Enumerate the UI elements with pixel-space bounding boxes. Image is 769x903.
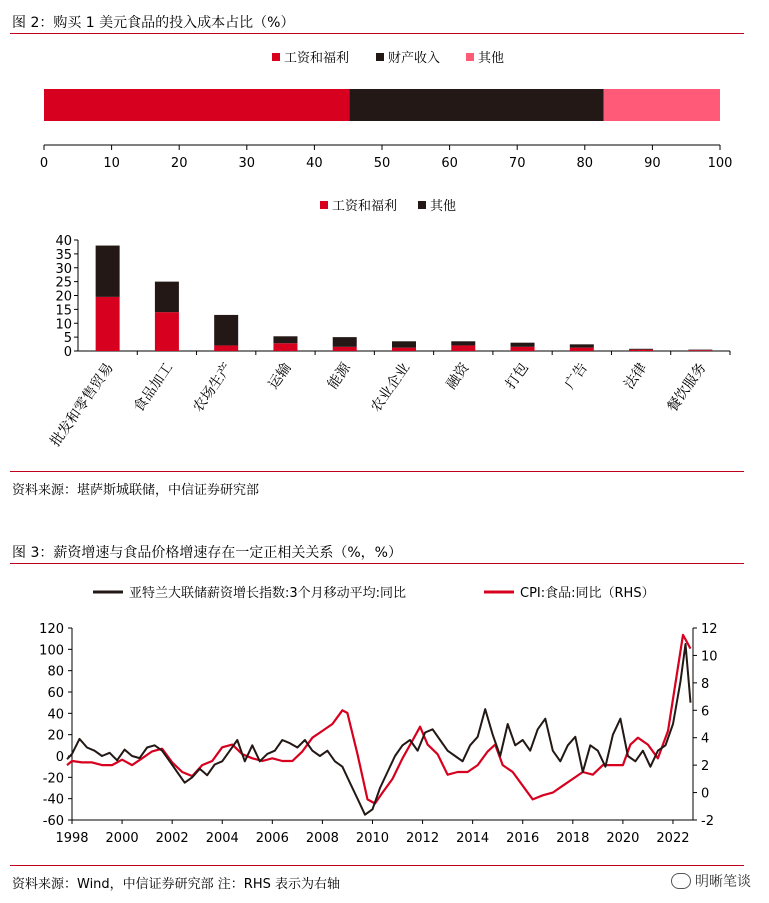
y-tick-label-5: 25 bbox=[55, 275, 72, 291]
x-tick-label-4: 能源 bbox=[324, 360, 355, 393]
bar-0-1 bbox=[96, 246, 120, 297]
x-tick-label-2: 20 bbox=[170, 156, 188, 171]
bar-1-1 bbox=[155, 282, 179, 313]
y-tick-label-8: 40 bbox=[55, 234, 72, 249]
x-tick-label-2: 农场生产 bbox=[190, 360, 236, 416]
y-tick-label-3: 15 bbox=[55, 303, 72, 319]
y-left-tick-label-3: 0 bbox=[55, 750, 64, 765]
y-left-tick-label-8: 100 bbox=[39, 643, 64, 659]
y-tick-label-1: 5 bbox=[63, 331, 72, 347]
y-left-tick-label-4: 20 bbox=[47, 728, 64, 744]
bar-7-0 bbox=[511, 347, 535, 351]
x-tick-label-1: 10 bbox=[103, 156, 120, 171]
fig3-title: 图 3：薪资增速与食品价格增速存在一定正相关关系（%，%） bbox=[12, 545, 402, 561]
watermark bbox=[671, 871, 751, 891]
fig3-source: 资料来源：Wind，中信证券研究部 注：RHS 表示为右轴 bbox=[12, 877, 340, 892]
x-tick-label-4: 2006 bbox=[255, 831, 289, 846]
bar-4-0 bbox=[333, 347, 357, 351]
x-tick-label-6: 60 bbox=[441, 156, 458, 171]
legend-label-0: 工资和福利 bbox=[284, 51, 350, 66]
y-right-tick-label-1: 0 bbox=[701, 786, 710, 802]
bar-3-1 bbox=[273, 336, 297, 343]
fig3-top-rule bbox=[10, 563, 744, 564]
legend-swatch-1 bbox=[418, 201, 426, 209]
x-tick-label-10: 餐饮服务 bbox=[664, 360, 710, 416]
x-tick-label-9: 2016 bbox=[506, 831, 540, 846]
fig2-source: 资料来源：堪萨斯城联储，中信证券研究部 bbox=[12, 483, 260, 498]
bar-segment-0 bbox=[44, 89, 350, 121]
y-tick-label-2: 10 bbox=[55, 317, 72, 333]
x-tick-label-6: 融资 bbox=[443, 360, 473, 393]
legend-label-0: 亚特兰大联储薪资增长指数:3个月移动平均:同比 bbox=[129, 586, 407, 601]
series-line-wage-growth bbox=[67, 644, 691, 815]
chart-wage-vs-food-cpi bbox=[0, 570, 769, 860]
y-left-tick-label-6: 60 bbox=[47, 686, 64, 701]
x-tick-label-3: 运输 bbox=[265, 360, 295, 393]
watermark-text: 明晰笔谈 bbox=[695, 874, 751, 890]
bar-8-1 bbox=[570, 344, 594, 347]
y-right-tick-label-3: 4 bbox=[701, 731, 710, 747]
bar-1-0 bbox=[155, 312, 179, 351]
legend-label-1: 其他 bbox=[430, 199, 457, 214]
y-tick-label-0: 0 bbox=[63, 345, 72, 360]
bar-10-0 bbox=[688, 350, 712, 351]
y-right-tick-label-2: 2 bbox=[701, 759, 710, 775]
bar-0-0 bbox=[96, 297, 120, 351]
x-tick-label-5: 2008 bbox=[305, 831, 339, 846]
x-tick-label-7: 70 bbox=[508, 156, 526, 171]
legend-label-2: 其他 bbox=[478, 51, 505, 66]
y-right-tick-label-5: 8 bbox=[701, 676, 710, 692]
fig3-bottom-rule bbox=[10, 865, 744, 866]
wechat-icon bbox=[671, 873, 691, 889]
legend-swatch-0 bbox=[272, 53, 280, 61]
fig2-top-rule bbox=[10, 33, 744, 34]
y-left-tick-label-0: -60 bbox=[42, 814, 64, 829]
fig2-bottom-rule bbox=[10, 471, 744, 472]
y-tick-label-7: 35 bbox=[55, 247, 72, 263]
legend-swatch-1 bbox=[376, 53, 384, 61]
x-tick-label-8: 80 bbox=[576, 156, 594, 171]
x-tick-label-5: 50 bbox=[373, 156, 391, 171]
bar-4-1 bbox=[333, 337, 357, 347]
legend-swatch-0 bbox=[320, 201, 328, 209]
chart-cost-by-industry bbox=[0, 190, 769, 450]
y-left-tick-label-7: 80 bbox=[47, 664, 64, 680]
x-tick-label-9: 法律 bbox=[621, 360, 651, 393]
bar-7-1 bbox=[511, 343, 535, 347]
y-left-tick-label-1: -40 bbox=[42, 792, 64, 808]
x-tick-label-12: 2022 bbox=[656, 831, 690, 846]
y-right-tick-label-7: 12 bbox=[701, 622, 718, 637]
fig2-title: 图 2：购买 1 美元食品的投入成本占比（%） bbox=[12, 15, 295, 31]
bar-segment-1 bbox=[350, 89, 604, 121]
bar-2-0 bbox=[214, 345, 238, 351]
bar-segment-2 bbox=[604, 89, 720, 121]
x-tick-label-0: 1998 bbox=[55, 831, 89, 846]
x-tick-label-4: 40 bbox=[306, 156, 323, 171]
legend-label-1: 财产收入 bbox=[388, 51, 441, 66]
legend-label-0: 工资和福利 bbox=[332, 199, 398, 214]
x-tick-label-11: 2020 bbox=[606, 831, 640, 846]
x-tick-label-3: 30 bbox=[238, 156, 256, 171]
bar-5-1 bbox=[392, 341, 416, 347]
x-tick-label-3: 2004 bbox=[205, 831, 239, 846]
x-tick-label-1: 2000 bbox=[105, 831, 139, 846]
y-right-tick-label-0: -2 bbox=[701, 814, 714, 829]
bar-9-1 bbox=[629, 349, 653, 350]
bar-8-0 bbox=[570, 348, 594, 351]
bar-9-0 bbox=[629, 350, 653, 351]
bar-2-1 bbox=[214, 315, 238, 346]
x-tick-label-10: 100 bbox=[707, 156, 733, 171]
bar-6-0 bbox=[451, 345, 475, 351]
x-tick-label-10: 2018 bbox=[556, 831, 590, 846]
x-tick-label-7: 打包 bbox=[502, 360, 532, 393]
x-tick-label-6: 2010 bbox=[355, 831, 390, 846]
x-tick-label-2: 2002 bbox=[155, 831, 189, 846]
y-right-tick-label-4: 6 bbox=[701, 704, 710, 720]
bar-3-0 bbox=[273, 343, 297, 351]
bar-10-1 bbox=[688, 350, 712, 351]
y-left-tick-label-5: 40 bbox=[47, 707, 64, 723]
legend-label-1: CPI:食品:同比（RHS） bbox=[520, 586, 655, 601]
x-tick-label-5: 农业企业 bbox=[368, 360, 414, 416]
legend-swatch-2 bbox=[466, 53, 474, 61]
series-line-food-cpi bbox=[67, 635, 691, 804]
x-tick-label-7: 2012 bbox=[406, 831, 440, 846]
x-tick-label-0: 0 bbox=[39, 156, 49, 171]
x-tick-label-9: 90 bbox=[644, 156, 661, 171]
y-tick-label-4: 20 bbox=[55, 289, 72, 305]
y-left-tick-label-9: 120 bbox=[39, 622, 64, 637]
x-tick-label-8: 广告 bbox=[561, 360, 592, 393]
y-tick-label-6: 30 bbox=[55, 261, 72, 277]
x-tick-label-8: 2014 bbox=[456, 831, 490, 846]
y-right-tick-label-6: 10 bbox=[701, 649, 718, 665]
x-tick-label-0: 批发和零售贸易 bbox=[47, 360, 117, 450]
bar-6-1 bbox=[451, 341, 475, 345]
y-left-tick-label-2: -20 bbox=[42, 771, 64, 787]
bar-5-0 bbox=[392, 348, 416, 351]
x-tick-label-1: 食品加工 bbox=[130, 360, 177, 416]
